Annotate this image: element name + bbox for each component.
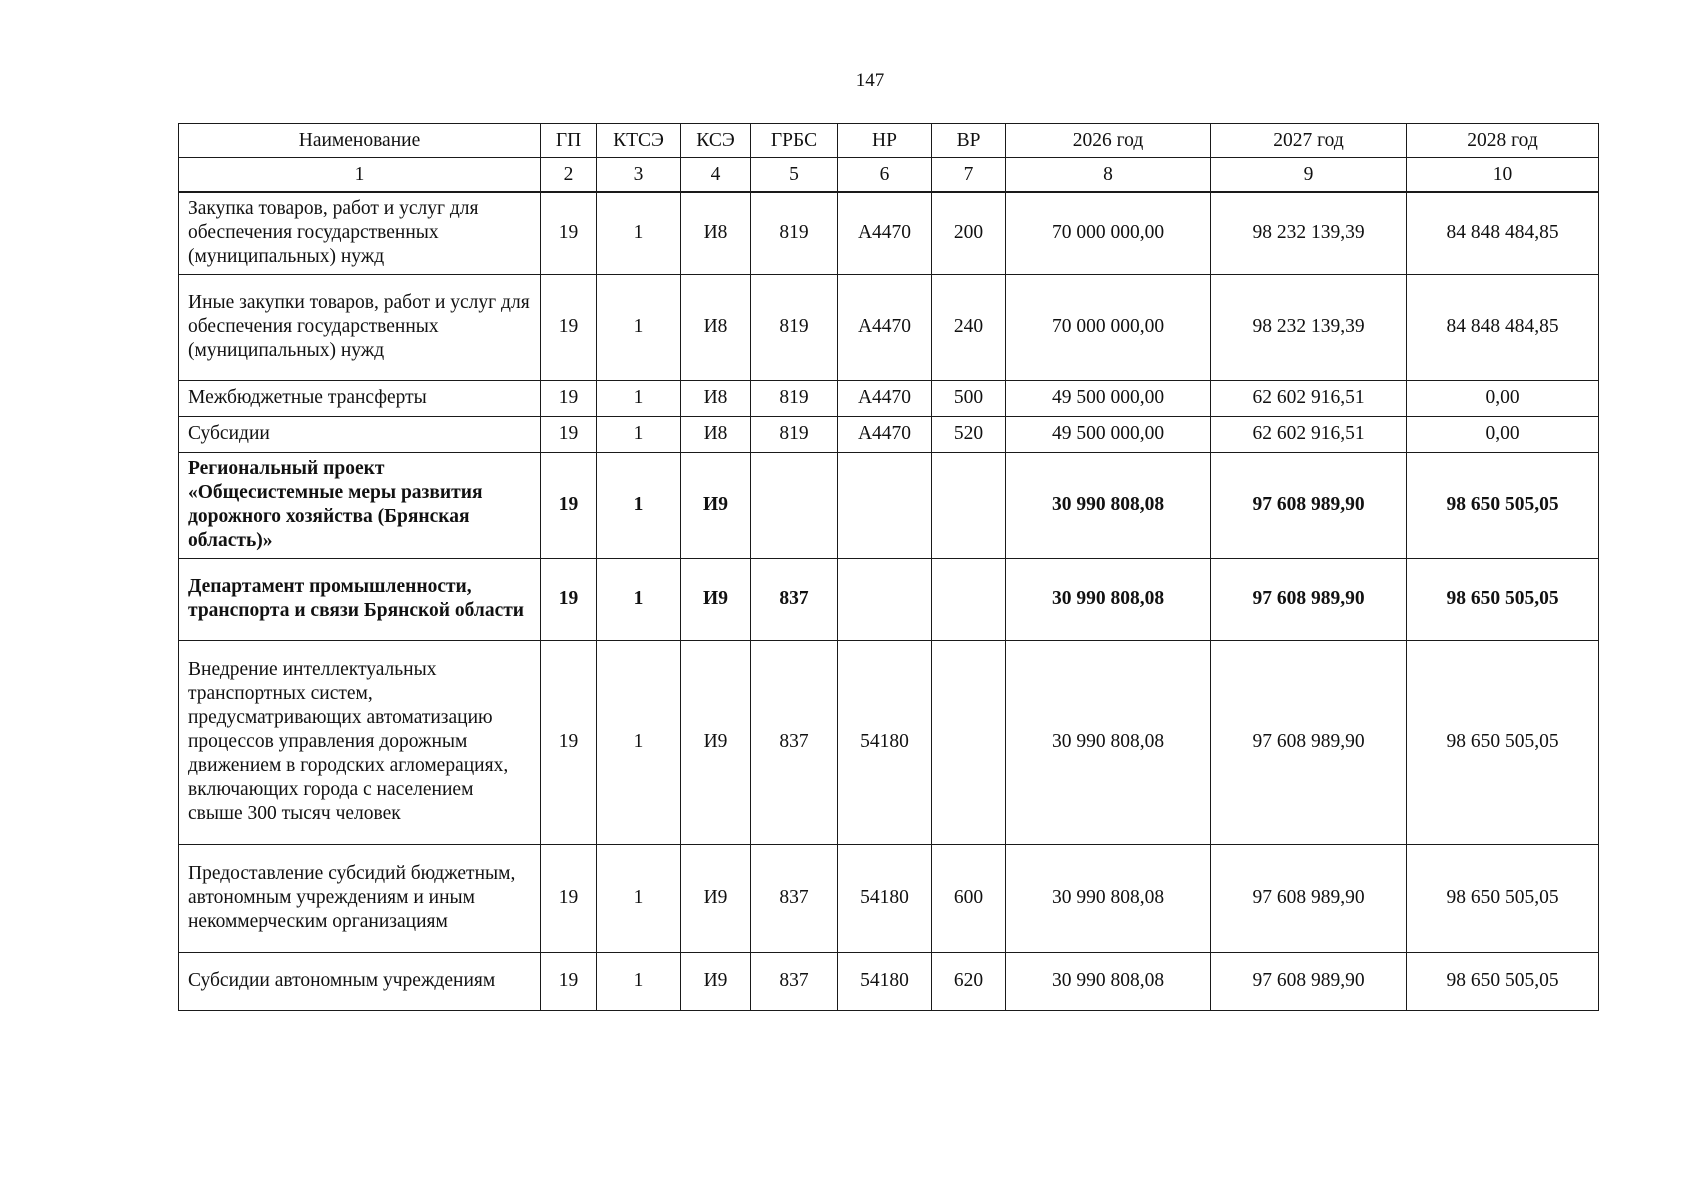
- table-row: [179, 844, 1599, 952]
- cell-gp: 19: [541, 452, 597, 558]
- column-number: 7: [932, 158, 1006, 193]
- header-row: [179, 124, 1599, 158]
- cell-kse: И8: [681, 380, 751, 416]
- cell-gp: 19: [541, 380, 597, 416]
- header-gp: ГП: [541, 124, 597, 158]
- cell-2028: 98 650 505,05: [1407, 952, 1599, 1010]
- cell-ktse: 1: [597, 844, 681, 952]
- cell-2027: 62 602 916,51: [1211, 380, 1407, 416]
- cell-kse: И9: [681, 558, 751, 640]
- row-name: Межбюджетные трансферты: [179, 380, 541, 416]
- cell-2026: 30 990 808,08: [1006, 558, 1211, 640]
- cell-vr: 520: [932, 416, 1006, 452]
- cell-grbs: 837: [751, 844, 838, 952]
- row-name: Субсидии: [179, 416, 541, 452]
- row-name: Региональный проект «Общесистемные меры развития дорожного хозяйства (Брянская область)»: [179, 452, 541, 558]
- cell-gp: 19: [541, 640, 597, 844]
- header-kse: КСЭ: [681, 124, 751, 158]
- cell-2026: 30 990 808,08: [1006, 844, 1211, 952]
- cell-2026: 70 000 000,00: [1006, 192, 1211, 274]
- table-row: [179, 640, 1599, 844]
- column-number: 4: [681, 158, 751, 193]
- table-row: [179, 416, 1599, 452]
- column-number: 3: [597, 158, 681, 193]
- cell-nr: [838, 558, 932, 640]
- cell-grbs: 819: [751, 380, 838, 416]
- header-name: Наименование: [179, 124, 541, 158]
- row-name: Закупка товаров, работ и услуг для обеспечения государственных (муниципальных) нужд: [179, 192, 541, 274]
- cell-gp: 19: [541, 558, 597, 640]
- cell-nr: 54180: [838, 640, 932, 844]
- cell-nr: 54180: [838, 952, 932, 1010]
- column-number-row: [179, 158, 1599, 193]
- header-nr: НР: [838, 124, 932, 158]
- column-number: 8: [1006, 158, 1211, 193]
- table-row: [179, 952, 1599, 1010]
- cell-2026: 30 990 808,08: [1006, 952, 1211, 1010]
- cell-ktse: 1: [597, 452, 681, 558]
- cell-nr: А4470: [838, 416, 932, 452]
- header-2026: 2026 год: [1006, 124, 1211, 158]
- cell-2028: 98 650 505,05: [1407, 558, 1599, 640]
- column-number: 2: [541, 158, 597, 193]
- cell-gp: 19: [541, 952, 597, 1010]
- cell-kse: И8: [681, 416, 751, 452]
- cell-kse: И9: [681, 844, 751, 952]
- cell-gp: 19: [541, 416, 597, 452]
- cell-grbs: 819: [751, 192, 838, 274]
- cell-ktse: 1: [597, 952, 681, 1010]
- cell-vr: [932, 558, 1006, 640]
- cell-2026: 49 500 000,00: [1006, 380, 1211, 416]
- cell-2027: 97 608 989,90: [1211, 844, 1407, 952]
- cell-grbs: 837: [751, 640, 838, 844]
- row-name: Внедрение интеллектуальных транспортных систем, предусматривающих автоматизацию процессов управления дорожным движением в городских агломерациях, включающих города с населением свыше 300 тысяч человек: [179, 640, 541, 844]
- cell-nr: А4470: [838, 192, 932, 274]
- header-2027: 2027 год: [1211, 124, 1407, 158]
- cell-ktse: 1: [597, 416, 681, 452]
- cell-grbs: 837: [751, 558, 838, 640]
- cell-gp: 19: [541, 192, 597, 274]
- table-row: [179, 380, 1599, 416]
- cell-grbs: 819: [751, 416, 838, 452]
- cell-2027: 97 608 989,90: [1211, 452, 1407, 558]
- cell-2026: 30 990 808,08: [1006, 640, 1211, 844]
- cell-gp: 19: [541, 844, 597, 952]
- cell-2027: 62 602 916,51: [1211, 416, 1407, 452]
- cell-2026: 49 500 000,00: [1006, 416, 1211, 452]
- cell-2028: 0,00: [1407, 380, 1599, 416]
- header-grbs: ГРБС: [751, 124, 838, 158]
- cell-2027: 98 232 139,39: [1211, 274, 1407, 380]
- header-ktse: КТСЭ: [597, 124, 681, 158]
- column-number: 6: [838, 158, 932, 193]
- cell-2028: 84 848 484,85: [1407, 192, 1599, 274]
- cell-grbs: [751, 452, 838, 558]
- row-name: Департамент промышленности, транспорта и связи Брянской области: [179, 558, 541, 640]
- cell-ktse: 1: [597, 192, 681, 274]
- column-number: 9: [1211, 158, 1407, 193]
- cell-nr: 54180: [838, 844, 932, 952]
- column-number: 5: [751, 158, 838, 193]
- cell-ktse: 1: [597, 380, 681, 416]
- table-row: [179, 192, 1599, 274]
- table-row: [179, 558, 1599, 640]
- cell-vr: [932, 452, 1006, 558]
- cell-vr: 600: [932, 844, 1006, 952]
- cell-gp: 19: [541, 274, 597, 380]
- row-name: Субсидии автономным учреждениям: [179, 952, 541, 1010]
- cell-ktse: 1: [597, 274, 681, 380]
- cell-2028: 0,00: [1407, 416, 1599, 452]
- column-number: 10: [1407, 158, 1599, 193]
- cell-nr: [838, 452, 932, 558]
- header-vr: ВР: [932, 124, 1006, 158]
- table-row: [179, 274, 1599, 380]
- cell-nr: А4470: [838, 274, 932, 380]
- cell-ktse: 1: [597, 640, 681, 844]
- cell-2028: 98 650 505,05: [1407, 640, 1599, 844]
- cell-2026: 30 990 808,08: [1006, 452, 1211, 558]
- cell-2027: 97 608 989,90: [1211, 558, 1407, 640]
- table-row: [179, 452, 1599, 558]
- cell-kse: И9: [681, 452, 751, 558]
- cell-grbs: 819: [751, 274, 838, 380]
- cell-grbs: 837: [751, 952, 838, 1010]
- cell-2027: 97 608 989,90: [1211, 640, 1407, 844]
- cell-2028: 98 650 505,05: [1407, 452, 1599, 558]
- cell-2026: 70 000 000,00: [1006, 274, 1211, 380]
- cell-2027: 97 608 989,90: [1211, 952, 1407, 1010]
- page-number: 147: [855, 70, 885, 91]
- cell-ktse: 1: [597, 558, 681, 640]
- column-number: 1: [179, 158, 541, 193]
- cell-vr: 500: [932, 380, 1006, 416]
- cell-2028: 84 848 484,85: [1407, 274, 1599, 380]
- row-name: Предоставление субсидий бюджетным, автономным учреждениям и иным некоммерческим организациям: [179, 844, 541, 952]
- cell-kse: И9: [681, 952, 751, 1010]
- cell-vr: 240: [932, 274, 1006, 380]
- cell-vr: [932, 640, 1006, 844]
- cell-kse: И8: [681, 274, 751, 380]
- cell-vr: 200: [932, 192, 1006, 274]
- cell-nr: А4470: [838, 380, 932, 416]
- header-2028: 2028 год: [1407, 124, 1599, 158]
- cell-2027: 98 232 139,39: [1211, 192, 1407, 274]
- cell-2028: 98 650 505,05: [1407, 844, 1599, 952]
- cell-kse: И9: [681, 640, 751, 844]
- row-name: Иные закупки товаров, работ и услуг для обеспечения государственных (муниципальных) нужд: [179, 274, 541, 380]
- cell-vr: 620: [932, 952, 1006, 1010]
- budget-table: [178, 123, 1599, 1011]
- cell-kse: И8: [681, 192, 751, 274]
